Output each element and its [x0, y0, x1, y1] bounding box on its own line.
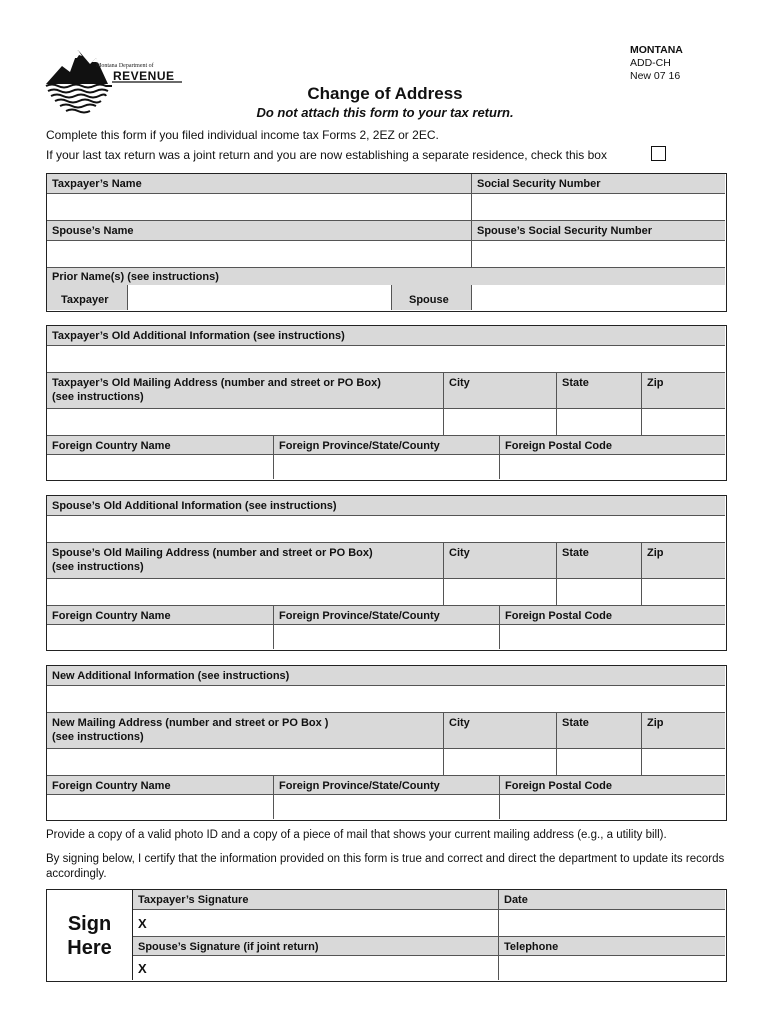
form-revision: New 07 16	[630, 70, 681, 82]
taxpayer-signature-field[interactable]	[133, 910, 498, 936]
spouse-old-zip-field[interactable]	[642, 579, 725, 605]
spouse-old-address-field[interactable]	[47, 579, 443, 605]
taxpayer-old-section	[46, 325, 727, 481]
form-state: MONTANA	[630, 44, 683, 56]
spouse-old-section	[46, 495, 727, 651]
logo-revenue-text: REVENUE	[113, 69, 175, 83]
prior-taxpayer-label: Taxpayer	[47, 285, 127, 310]
spouse-ssn-field[interactable]	[472, 241, 725, 267]
page-title: Change of Address	[307, 84, 463, 103]
signature-section	[46, 889, 727, 982]
taxpayer-old-country-label: Foreign Country Name	[47, 436, 273, 454]
new-province-label: Foreign Province/State/County	[274, 776, 499, 794]
taxpayer-old-province-label: Foreign Province/State/County	[274, 436, 499, 454]
taxpayer-old-state-label: State	[557, 373, 641, 408]
taxpayer-old-zip-field[interactable]	[642, 409, 725, 435]
date-field[interactable]	[499, 910, 725, 936]
new-address-field[interactable]	[47, 749, 443, 775]
new-postal-label: Foreign Postal Code	[500, 776, 725, 794]
new-zip-label: Zip	[642, 713, 725, 748]
ssn-field[interactable]	[472, 194, 725, 220]
spouse-old-postal-label: Foreign Postal Code	[500, 606, 725, 624]
spouse-old-city-field[interactable]	[444, 579, 556, 605]
taxpayer-old-address-field[interactable]	[47, 409, 443, 435]
new-info-section	[46, 665, 727, 821]
spouse-old-country-field[interactable]	[47, 625, 273, 649]
new-city-field[interactable]	[444, 749, 556, 775]
new-province-field[interactable]	[274, 795, 499, 819]
taxpayer-old-city-label: City	[444, 373, 556, 408]
spouse-old-address-label	[47, 543, 443, 578]
spouse-signature-x: X	[138, 961, 147, 976]
form-identifier	[630, 44, 683, 83]
new-state-label: State	[557, 713, 641, 748]
taxpayer-old-postal-label: Foreign Postal Code	[500, 436, 725, 454]
new-additional-label: New Additional Information (see instructions)	[47, 666, 725, 685]
taxpayer-old-address-label	[47, 373, 443, 408]
names-section	[46, 173, 727, 312]
spouse-old-state-label: State	[557, 543, 641, 578]
new-zip-field[interactable]	[642, 749, 725, 775]
spouse-old-address-text: Spouse’s Old Mailing Address (number and street or PO Box)	[52, 547, 373, 559]
taxpayer-old-city-field[interactable]	[444, 409, 556, 435]
spouse-signature-label: Spouse’s Signature (if joint return)	[133, 937, 498, 955]
new-state-field[interactable]	[557, 749, 641, 775]
taxpayer-name-label: Taxpayer’s Name	[47, 174, 471, 193]
spouse-old-city-label: City	[444, 543, 556, 578]
spouse-old-state-field[interactable]	[557, 579, 641, 605]
taxpayer-name-field[interactable]	[47, 194, 471, 220]
taxpayer-old-address-text: Taxpayer’s Old Mailing Address (number and street or PO Box)	[52, 377, 381, 389]
spouse-old-province-label: Foreign Province/State/County	[274, 606, 499, 624]
spouse-name-label: Spouse’s Name	[47, 221, 471, 240]
taxpayer-old-province-field[interactable]	[274, 455, 499, 479]
intro-line-2: If your last tax return was a joint return and you are now establishing a separate residence, check this box	[46, 148, 607, 162]
new-additional-field[interactable]	[47, 686, 725, 712]
date-label: Date	[499, 890, 725, 909]
sign-word: Sign	[67, 913, 112, 935]
intro-line-1: Complete this form if you filed individual income tax Forms 2, 2EZ or 2EC.	[46, 128, 439, 142]
spouse-old-address-note: (see instructions)	[52, 561, 144, 573]
taxpayer-old-additional-label: Taxpayer’s Old Additional Information (see instructions)	[47, 326, 725, 345]
taxpayer-old-additional-field[interactable]	[47, 346, 725, 372]
prior-taxpayer-field[interactable]	[128, 285, 391, 310]
spouse-name-field[interactable]	[47, 241, 471, 267]
photo-id-instruction: Provide a copy of a valid photo ID and a copy of a piece of mail that shows your current mailing address (e.g., a utility bill).	[46, 829, 667, 841]
new-country-label: Foreign Country Name	[47, 776, 273, 794]
ssn-label: Social Security Number	[472, 174, 725, 193]
prior-names-label: Prior Name(s) (see instructions)	[47, 268, 725, 285]
certification-text: By signing below, I certify that the information provided on this form is true and correct and direct the department to update its records accordingly.	[46, 853, 725, 880]
page-subtitle: Do not attach this form to your tax return.	[256, 105, 514, 120]
spouse-old-additional-label: Spouse’s Old Additional Information (see instructions)	[47, 496, 725, 515]
spouse-old-postal-field[interactable]	[500, 625, 725, 649]
taxpayer-old-address-note: (see instructions)	[52, 391, 144, 403]
taxpayer-old-postal-field[interactable]	[500, 455, 725, 479]
new-postal-field[interactable]	[500, 795, 725, 819]
spouse-old-zip-label: Zip	[642, 543, 725, 578]
new-country-field[interactable]	[47, 795, 273, 819]
spouse-old-country-label: Foreign Country Name	[47, 606, 273, 624]
new-address-text: New Mailing Address (number and street or PO Box )	[52, 717, 329, 729]
taxpayer-signature-label: Taxpayer’s Signature	[133, 890, 498, 909]
sign-here-label	[47, 912, 132, 960]
prior-spouse-field[interactable]	[472, 285, 725, 310]
prior-spouse-label: Spouse	[392, 285, 471, 310]
spouse-old-additional-field[interactable]	[47, 516, 725, 542]
new-city-label: City	[444, 713, 556, 748]
telephone-label: Telephone	[499, 937, 725, 955]
separate-residence-checkbox[interactable]	[651, 146, 666, 161]
new-address-note: (see instructions)	[52, 731, 144, 743]
spouse-old-province-field[interactable]	[274, 625, 499, 649]
logo-department-text: Montana Department of	[96, 63, 154, 69]
taxpayer-old-country-field[interactable]	[47, 455, 273, 479]
telephone-field[interactable]	[499, 956, 725, 980]
taxpayer-old-state-field[interactable]	[557, 409, 641, 435]
taxpayer-signature-x: X	[138, 916, 147, 931]
taxpayer-old-zip-label: Zip	[642, 373, 725, 408]
new-address-label	[47, 713, 443, 748]
form-code: ADD-CH	[630, 57, 671, 69]
spouse-ssn-label: Spouse’s Social Security Number	[472, 221, 725, 240]
here-word: Here	[67, 937, 112, 959]
spouse-signature-field[interactable]	[133, 956, 498, 980]
